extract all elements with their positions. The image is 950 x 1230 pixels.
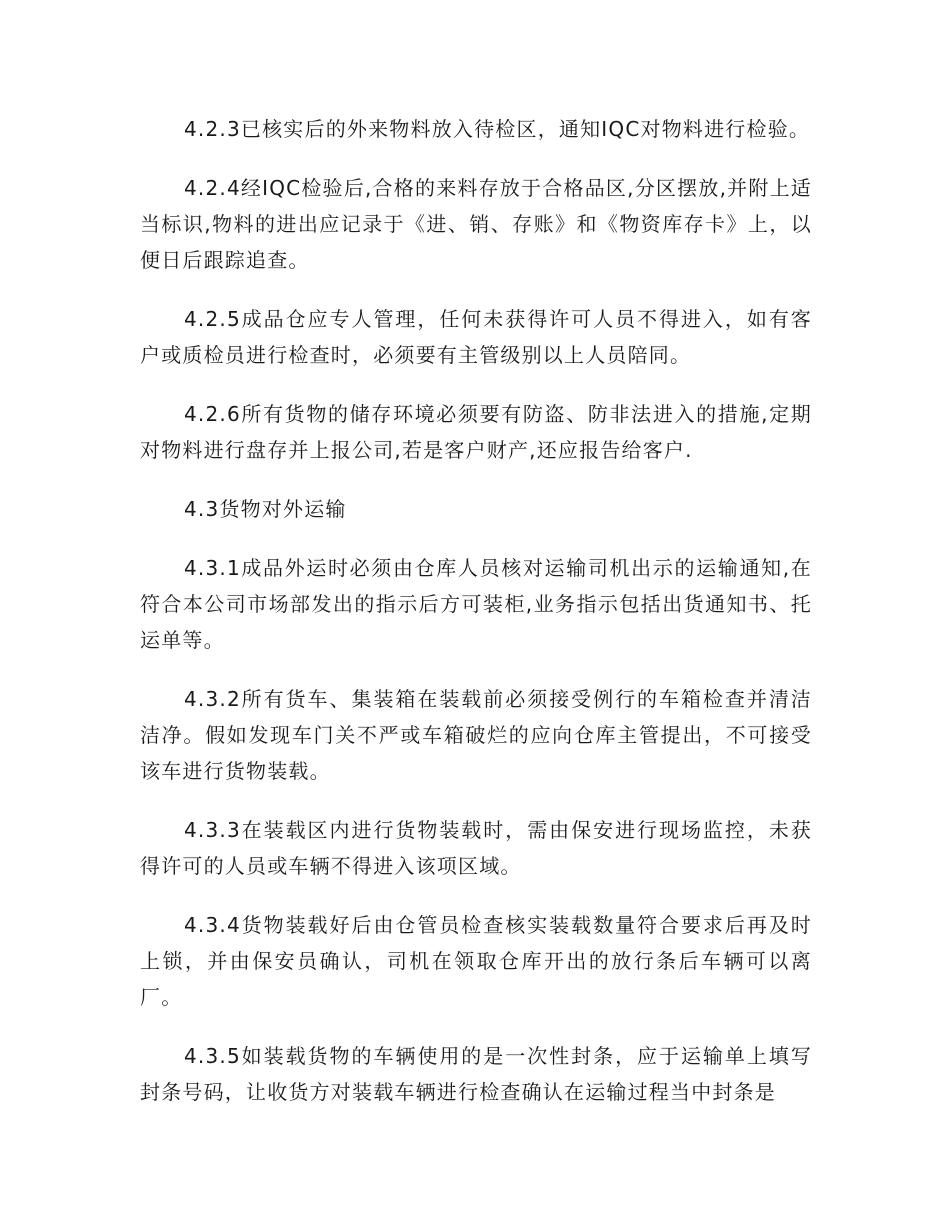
paragraph-4-3-5: 4.3.5如装载货物的车辆使用的是一次性封条，应于运输单上填写封条号码，让收货方对装载车辆进行检查确认在运输过程当中封条是 <box>140 1044 812 1104</box>
paragraph-4-3-4: 4.3.4货物装载好后由仓管员检查核实装载数量符合要求后再及时上锁，并由保安员确认，司机在领取仓库开出的放行条后车辆可以离厂。 <box>140 913 812 1009</box>
paragraph-4-2-3: 4.2.3已核实后的外来物料放入待检区，通知IQC对物料进行检验。 <box>184 117 811 141</box>
paragraph-4-3-2: 4.3.2所有货车、集装箱在装载前必须接受例行的车箱检查并清洁洁净。假如发现车门关不严或车箱破烂的应向仓库主管提出，不可接受该车进行货物装载。 <box>140 687 812 783</box>
paragraph-4-2-6: 4.2.6所有货物的储存环境必须要有防盗、防非法进入的措施,定期对物料进行盘存并上报公司,若是客户财产,还应报告给客户. <box>140 402 812 462</box>
paragraph-4-3-3: 4.3.3在装载区内进行货物装载时，需由保安进行现场监控，未获得许可的人员或车辆不得进入该项区域。 <box>140 818 812 878</box>
section-heading-4-3: 4.3货物对外运输 <box>184 497 347 521</box>
paragraph-4-3-1: 4.3.1成品外运时必须由仓库人员核对运输司机出示的运输通知,在符合本公司市场部发出的指示后方可装柜,业务指示包括出货通知书、托运单等。 <box>140 556 812 652</box>
paragraph-4-2-4: 4.2.4经IQC检验后,合格的来料存放于合格品区,分区摆放,并附上适当标识,物料的进出应记录于《进、销、存账》和《物资库存卡》上，以便日后跟踪追查。 <box>140 176 812 272</box>
document-body <box>140 111 812 1133</box>
paragraph-4-2-5: 4.2.5成品仓应专人管理，任何未获得许可人员不得进入，如有客户或质检员进行检查时，必须要有主管级别以上人员陪同。 <box>140 307 812 367</box>
